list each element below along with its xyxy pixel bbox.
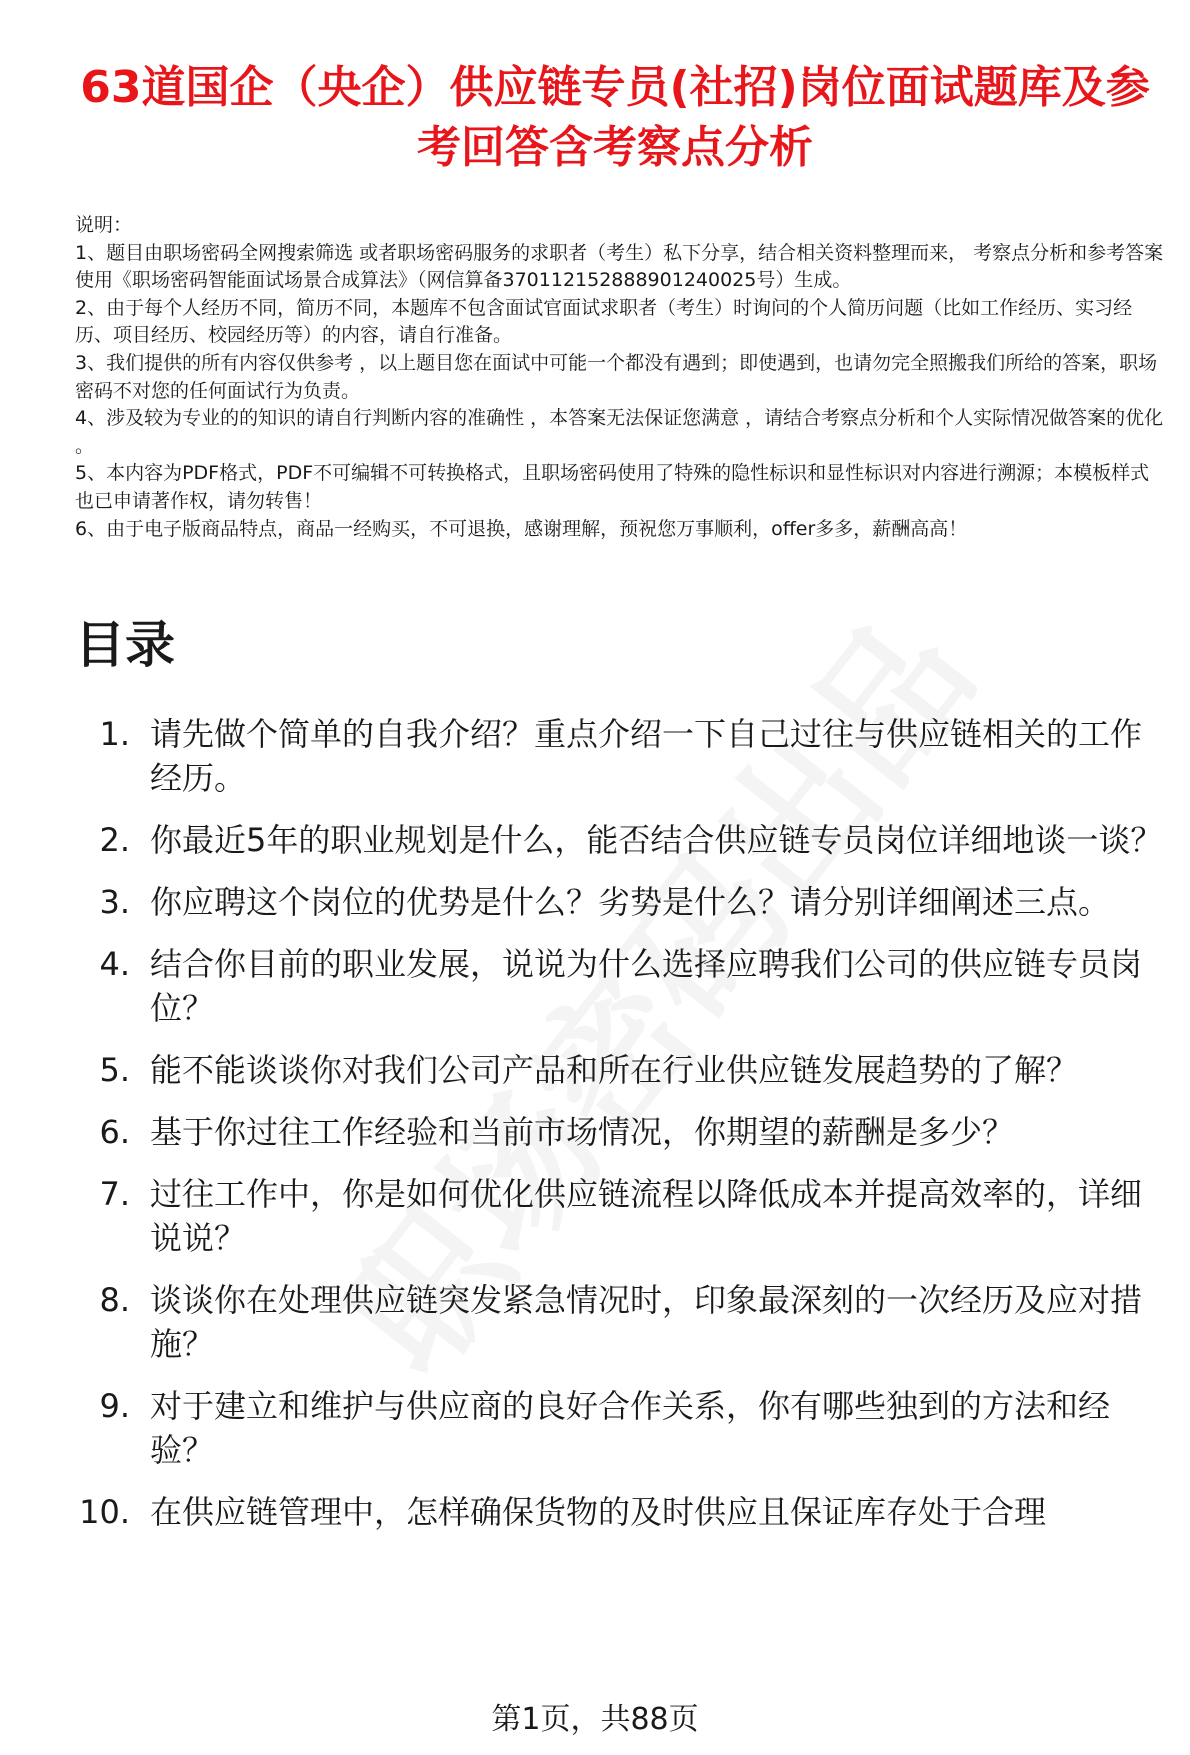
toc-item-text[interactable]: 结合你目前的职业发展，说说为什么选择应聘我们公司的供应链专员岗位？: [150, 945, 1143, 1027]
table-of-contents: [60, 712, 1170, 1552]
note-item: 6、由于电子版商品特点，商品一经购买，不可退换，感谢理解，预祝您万事顺利，offer多多，薪酬高高！: [75, 517, 968, 540]
document-title: 63道国企（央企）供应链专员(社招)岗位面试题库及参考回答含考察点分析: [80, 62, 1150, 173]
note-item: 3、我们提供的所有内容仅供参考 ，以上题目您在面试中可能一个都没有遇到；即使遇到，也请勿完全照搬我们所给的答案，职场密码不对您的任何面试行为负责。: [75, 351, 1158, 402]
toc-item-text[interactable]: 你最近5年的职业规划是什么，能否结合供应链专员岗位详细地谈一谈？: [150, 821, 1163, 859]
toc-item-text[interactable]: 能不能谈谈你对我们公司产品和所在行业供应链发展趋势的了解？: [150, 1051, 1079, 1089]
toc-item-number: 1.: [99, 715, 130, 753]
note-item: 1、题目由职场密码全网搜索筛选 或者职场密码服务的求职者（考生）私下分享，结合相关资料整理而来， 考察点分析和参考答案使用《职场密码智能面试场景合成算法》（网信算备370112152888901240025号）生成。: [75, 241, 1164, 292]
toc-item-text[interactable]: 谈谈你在处理供应链突发紧急情况时，印象最深刻的一次经历及应对措施？: [150, 1281, 1143, 1363]
note-item: 2、由于每个人经历不同，简历不同，本题库不包含面试官面试求职者（考生）时询问的个人简历问题（比如工作经历、实习经历、项目经历、校园经历等）的内容，请自行准备。: [75, 296, 1133, 347]
toc-item-text[interactable]: 在供应链管理中，怎样确保货物的及时供应且保证库存处于合理: [150, 1493, 1047, 1531]
toc-item[interactable]: [60, 942, 1170, 1030]
toc-item-text[interactable]: 你应聘这个岗位的优势是什么？劣势是什么？请分别详细阐述三点。: [150, 883, 1111, 921]
toc-item-number: 4.: [99, 945, 130, 983]
toc-item-number: 2.: [99, 821, 130, 859]
note-item: 4、涉及较为专业的的知识的请自行判断内容的准确性 ，本答案无法保证您满意 ，请结合考察点分析和个人实际情况做答案的优化 。: [75, 407, 1164, 457]
toc-item[interactable]: [60, 1110, 1170, 1154]
toc-item[interactable]: [60, 880, 1170, 924]
page-number: 第1页，共88页: [491, 1702, 699, 1737]
toc-item-number: 7.: [99, 1175, 130, 1213]
note-item: 5、本内容为PDF格式，PDF不可编辑不可转换格式，且职场密码使用了特殊的隐性标识和显性标识对内容进行溯源；本模板样式也已申请著作权，请勿转售！: [75, 462, 1150, 512]
toc-item[interactable]: [60, 1278, 1170, 1366]
toc-item-number: 6.: [99, 1113, 130, 1151]
toc-item-number: 8.: [99, 1281, 130, 1319]
toc-item[interactable]: [60, 818, 1170, 862]
toc-item-number: 5.: [99, 1051, 130, 1089]
toc-item-text[interactable]: 过往工作中，你是如何优化供应链流程以降低成本并提高效率的，详细说说？: [150, 1175, 1143, 1257]
notes-label: 说明：: [75, 214, 133, 236]
toc-heading: 目录: [75, 616, 175, 674]
toc-item[interactable]: [60, 1172, 1170, 1260]
toc-item-number: 3.: [99, 883, 130, 921]
toc-item[interactable]: [60, 1048, 1170, 1092]
notes-section: [75, 212, 1165, 543]
toc-item[interactable]: [60, 1490, 1170, 1534]
toc-item-number: 9.: [99, 1387, 130, 1425]
toc-item-text[interactable]: 基于你过往工作经验和当前市场情况，你期望的薪酬是多少？: [150, 1113, 1015, 1151]
toc-item[interactable]: [60, 1384, 1170, 1472]
toc-item-number: 10.: [79, 1493, 130, 1531]
toc-item[interactable]: [60, 712, 1170, 800]
toc-item-text[interactable]: 对于建立和维护与供应商的良好合作关系，你有哪些独到的方法和经验？: [150, 1387, 1111, 1469]
toc-item-text[interactable]: 请先做个简单的自我介绍？重点介绍一下自己过往与供应链相关的工作经历。: [150, 715, 1143, 797]
